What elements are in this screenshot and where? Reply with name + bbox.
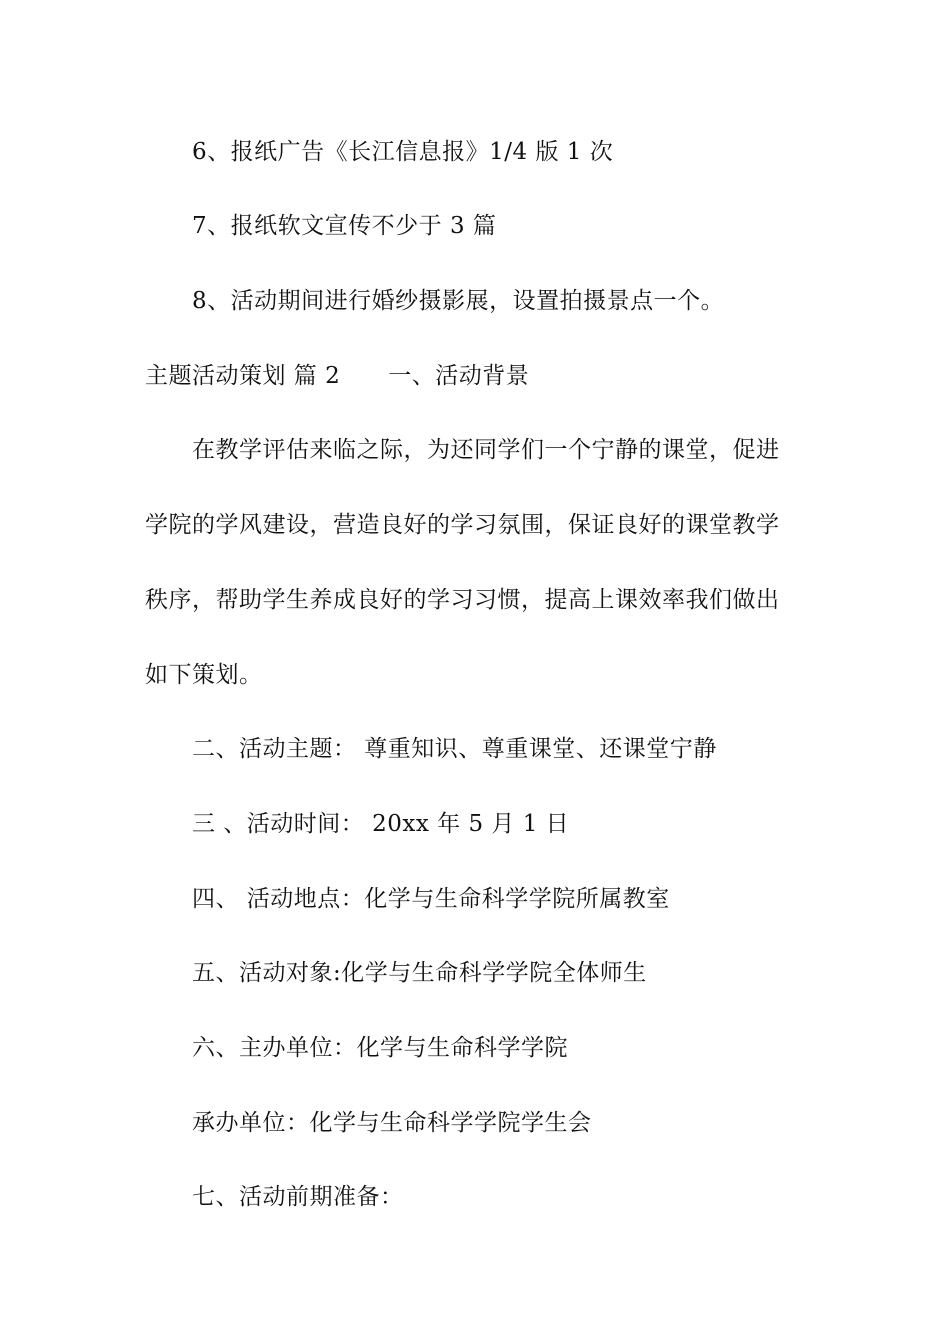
section-title: 主题活动策划 篇 2 [145,363,341,389]
section-heading [145,361,529,391]
paragraph-line: 如下策划。 [145,662,263,688]
item-audience: 五、活动对象:化学与生命科学学院全体师生 [192,960,647,986]
section-subtitle: 一、活动背景 [388,363,530,389]
item-organizer: 六、主办单位：化学与生命科学学院 [192,1035,568,1061]
list-item-exhibition: 8、活动期间进行婚纱摄影展，设置拍摄景点一个。 [192,288,725,314]
item-theme: 二、活动主题： 尊重知识、尊重课堂、还课堂宁静 [192,736,717,762]
paragraph-line: 在教学评估来临之际，为还同学们一个宁静的课堂，促进 [192,437,780,463]
list-item-ad: 6、报纸广告《长江信息报》1/4 版 1 次 [192,139,614,165]
item-co-organizer: 承办单位：化学与生命科学学院学生会 [192,1110,592,1136]
paragraph-line: 秩序，帮助学生养成良好的学习习惯，提高上课效率我们做出 [145,587,780,613]
item-preparation: 七、活动前期准备： [192,1184,404,1210]
item-time: 三 、活动时间： 20xx 年 5 月 1 日 [192,811,570,837]
item-location: 四、 活动地点：化学与生命科学学院所属教室 [192,886,670,912]
list-item-softtext: 7、报纸软文宣传不少于 3 篇 [192,213,497,239]
paragraph-line: 学院的学风建设，营造良好的学习氛围，保证良好的课堂教学 [145,512,780,538]
